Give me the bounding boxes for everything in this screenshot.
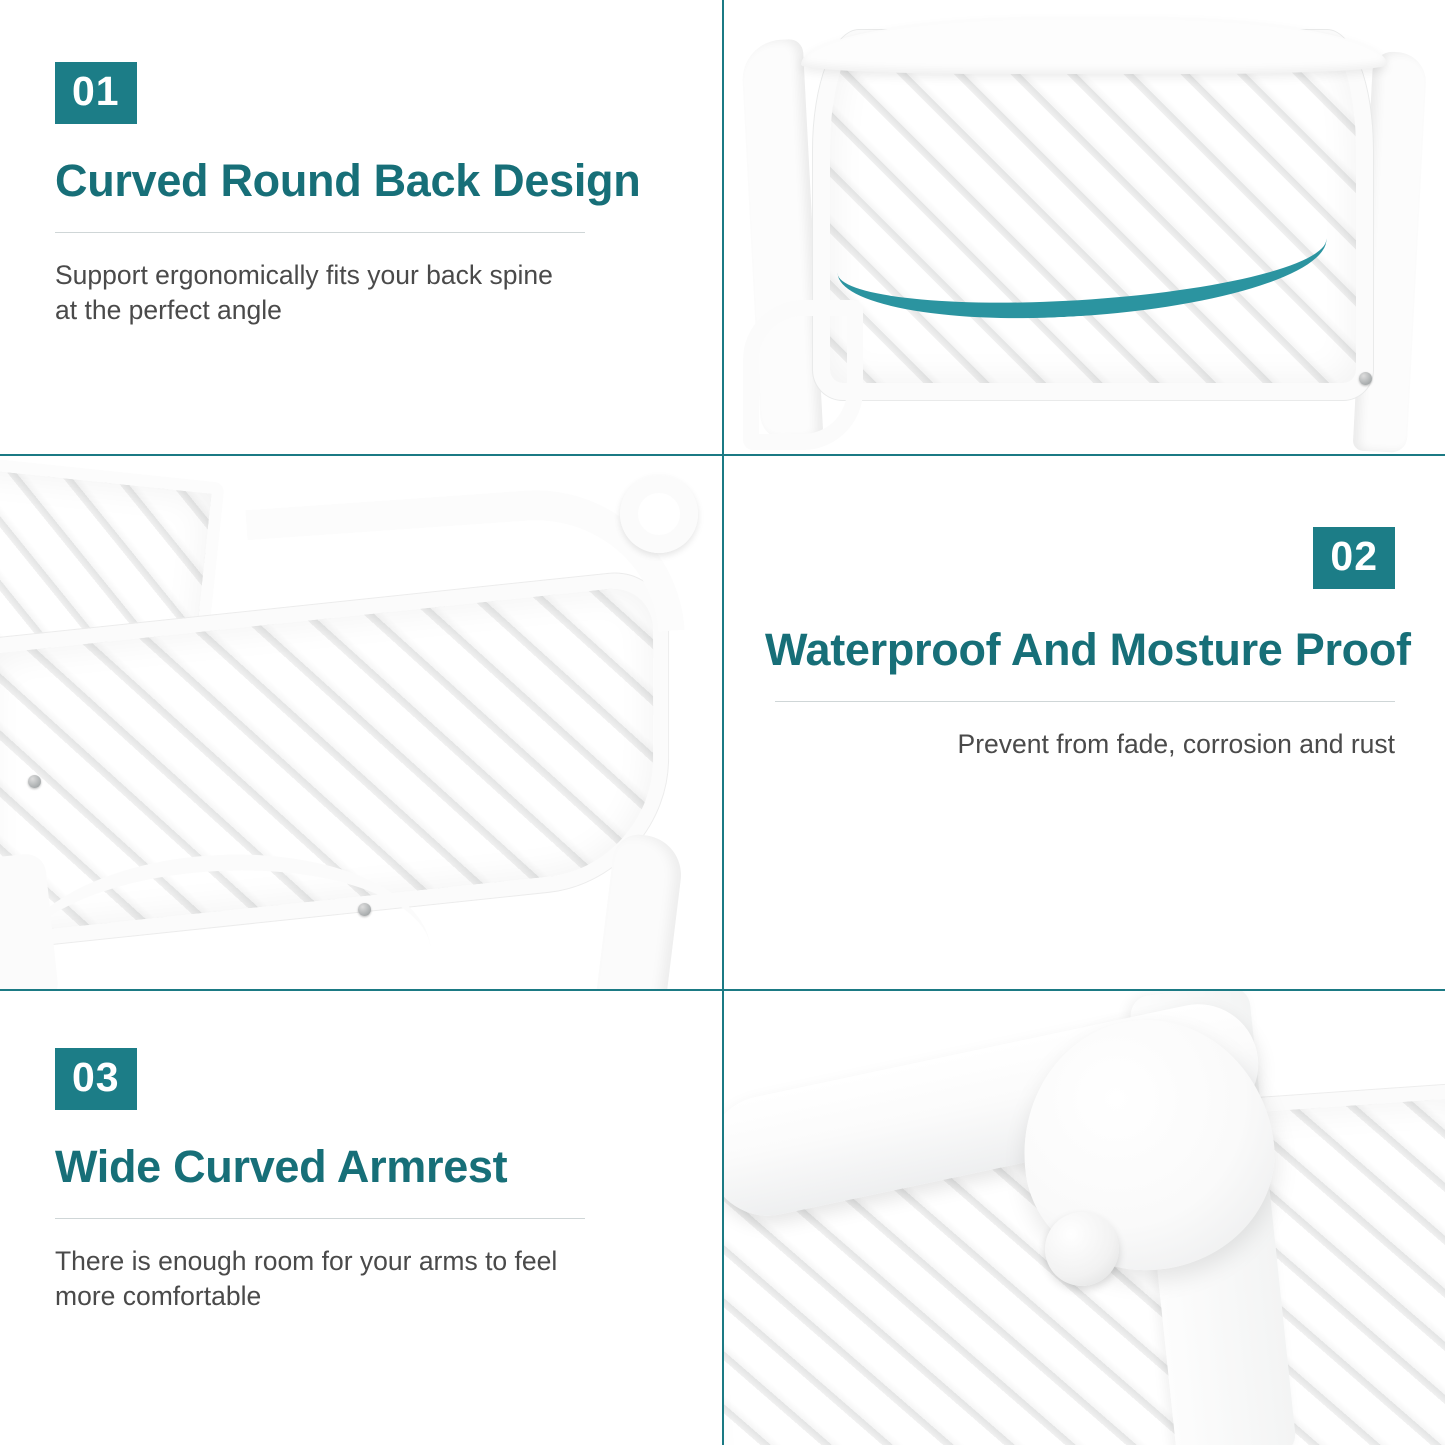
- chair-back-top-rail: [801, 18, 1387, 74]
- feature-01-text-panel: [0, 0, 723, 455]
- armrest-scroll-knob: [620, 475, 698, 553]
- feature-03-headline: Wide Curved Armrest: [55, 1141, 508, 1192]
- screw-icon: [1359, 372, 1372, 385]
- vertical-divider: [722, 990, 724, 1445]
- feature-03-divider-rule: [55, 1218, 585, 1219]
- armrest-ball-knob: [1045, 1212, 1119, 1286]
- horizontal-divider: [0, 454, 1445, 456]
- chair-back-lattice-panel: [813, 30, 1373, 400]
- wide-armrest-illustration: [723, 990, 1445, 1445]
- screw-icon: [358, 903, 371, 916]
- vertical-divider: [722, 455, 724, 990]
- feature-01-number-badge: 01: [55, 62, 137, 124]
- seat-and-armrest-illustration: [0, 455, 723, 990]
- feature-03-number-badge: 03: [55, 1048, 137, 1110]
- feature-02-divider-rule: [775, 701, 1395, 702]
- horizontal-divider: [0, 989, 1445, 991]
- feature-01-divider-rule: [55, 232, 585, 233]
- feature-02-text-panel: [723, 455, 1445, 990]
- feature-03-text-panel: [0, 990, 723, 1445]
- feature-02-subtext: Prevent from fade, corrosion and rust: [957, 729, 1395, 760]
- feature-03-photo: [723, 990, 1445, 1445]
- feature-01-subtext: Support ergonomically fits your back spine at the perfect angle: [55, 260, 553, 326]
- armrest-curve: [245, 480, 684, 660]
- chair-back-illustration: [723, 0, 1445, 455]
- feature-01-headline: Curved Round Back Design: [55, 155, 641, 206]
- feature-01-photo: [723, 0, 1445, 455]
- screw-icon: [28, 775, 41, 788]
- feature-02-photo: [0, 455, 723, 990]
- feature-02-headline: Waterproof And Mosture Proof: [765, 624, 1411, 675]
- vertical-divider: [722, 0, 724, 455]
- chair-back-scroll-detail: [743, 300, 863, 450]
- feature-02-number-badge: 02: [1313, 527, 1395, 589]
- feature-03-subtext: There is enough room for your arms to feel more comfortable: [55, 1246, 558, 1312]
